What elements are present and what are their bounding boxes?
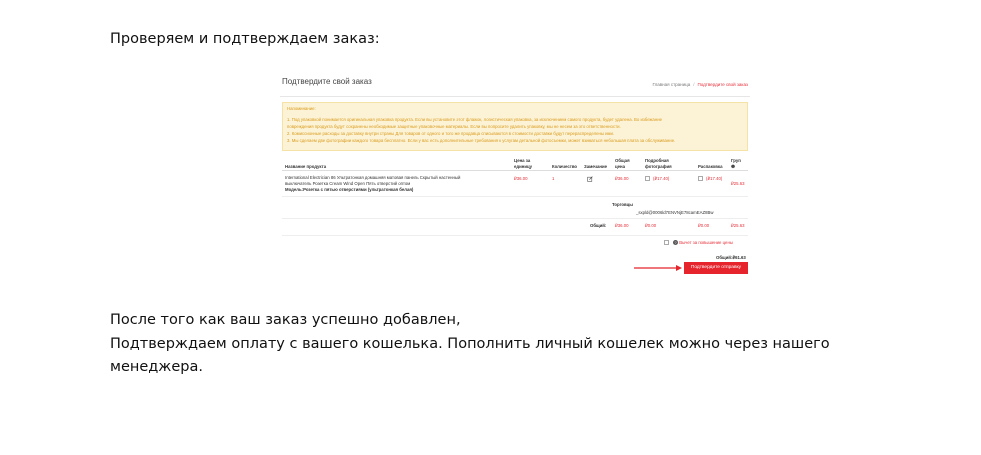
notice-line: 2. Комиссионные расходы за доставку внутри страны Для товаров от одного и того же продавца списываются в стоимости доставки будут перераспределены ими. [287, 131, 615, 136]
totals-price: ₽36.00 [615, 223, 629, 228]
column-header-photo-line: Подробная [645, 158, 669, 163]
price-increase-option[interactable] [673, 240, 733, 246]
totals-group: ₽25.63 [731, 223, 745, 228]
column-header-name: Название продукта [285, 164, 327, 169]
row-divider [282, 196, 748, 197]
notice-title: Напоминание: [287, 106, 316, 111]
grand-total: Общий:₽61.63 [716, 255, 746, 260]
divider [282, 235, 748, 236]
row-total: ₽36.00 [615, 176, 629, 181]
column-header-group-line: Груп [731, 158, 741, 163]
column-header-group [731, 158, 741, 169]
product-name-line[interactable]: International Electrician 86 Ультратонкая домашняя матовая панель Скрытый настенный [285, 175, 461, 180]
embedded-order-screenshot [278, 72, 752, 280]
edit-note-icon[interactable] [587, 176, 593, 182]
column-header-photo-line: фотография [645, 163, 672, 169]
seller-label: Торговцы [612, 202, 633, 207]
unit-price: ₽36.00 [514, 176, 528, 181]
table-header-divider [282, 170, 748, 171]
question-icon: ? [674, 240, 677, 246]
column-header-unpack: Распаковка [698, 164, 723, 169]
breadcrumb-current: Подтвердите свой заказ [697, 82, 748, 87]
column-header-price [514, 158, 532, 169]
notice-line: 3. Мы сделаем две фотографии каждого товара бесплатно. Если у вас есть дополнительные требования к услугам детальной фотосъемки, может взиматься небольшая плата за обслуживание. [287, 138, 676, 143]
column-header-photo [645, 158, 672, 169]
totals-unpack: ₽0.00 [698, 223, 710, 228]
column-header-total-line: цена [615, 163, 626, 169]
photo-price: (₽17.40) [653, 176, 670, 181]
totals-label: Общий: [590, 223, 607, 228]
notice-box [282, 102, 748, 151]
paragraph-line: менеджера. [110, 359, 203, 375]
group-price: ₽25.63 [731, 181, 745, 186]
column-header-note: Замечание [584, 164, 608, 169]
column-header-group-line: ❶ [731, 163, 735, 169]
notice-line: 1. Под упаковкой понимается оригинальная упаковка продукта. Если вы установите этот флажок, логистическая упаковка, за исключением самого продукта, будет удалена. Во избежание [287, 117, 662, 122]
document-heading: Проверяем и подтверждаем заказ: [110, 31, 380, 47]
price-increase-label: Вычет за повышение цены [679, 240, 733, 245]
totals-photo: ₽0.00 [645, 223, 657, 228]
column-header-qty: Количество [552, 164, 578, 169]
breadcrumb [652, 82, 748, 87]
arrow-right-icon [633, 264, 683, 272]
column-header-total-line: Общая [615, 158, 630, 163]
column-header-price-line: единицу [514, 163, 533, 169]
confirm-shipment-button[interactable]: Подтвердите отправку [684, 262, 748, 274]
column-header-price-line: Цена за [514, 158, 531, 163]
divider [282, 218, 748, 219]
product-name-line[interactable]: выключатель Розетка Cream Wind Open Пять отверстий оптом [285, 181, 411, 186]
photo-checkbox[interactable] [645, 176, 650, 181]
product-model: Модель:Розетка с пятью отверстиями (ультратонкая белая) [285, 187, 414, 192]
seller-id: _sxpld@0006ld7ENVNjE78camEAZ8Bw [636, 210, 714, 215]
notice-line: повреждения продукта будут сохранены необходимые защитные упаковочные материалы. Если вы попросите удалить упаковку, мы не несем за это ответственности. [287, 124, 621, 129]
column-header-total [615, 158, 630, 169]
unpack-checkbox[interactable] [698, 176, 703, 181]
unpack-price: (₽17.40) [706, 176, 723, 181]
paragraph-line: Подтверждаем оплату с вашего кошелька. Пополнить личный кошелек можно через нашего [110, 336, 830, 352]
breadcrumb-separator: / [693, 82, 695, 87]
quantity: 1 [552, 176, 555, 181]
paragraph-line: После того как ваш заказ успешно добавлен, [110, 312, 461, 328]
breadcrumb-home-link[interactable]: Главная страница [652, 82, 691, 87]
page-title: Подтвердите свой заказ [282, 77, 372, 86]
divider [280, 96, 750, 97]
price-increase-checkbox[interactable] [664, 240, 669, 245]
